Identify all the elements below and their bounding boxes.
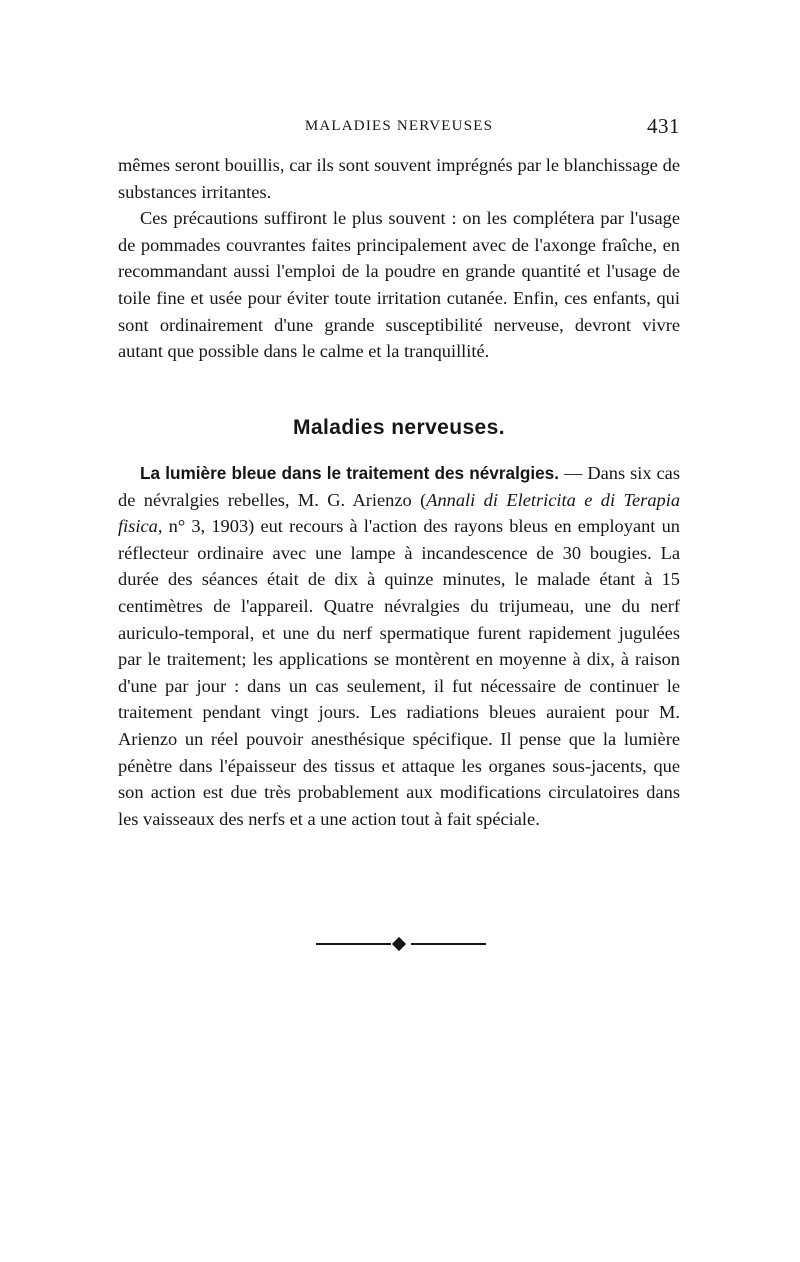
continuation-text [118, 152, 680, 365]
running-title: MALADIES NERVEUSES [304, 118, 494, 134]
section-heading: Maladies nerveuses. [293, 416, 505, 439]
article-text-body: n° 3, 1903) eut recours à l'action des rayons bleus en employant un réflecteur ordinaire avec une lampe à incandescence de 30 bougies. La durée des séances était de dix à quinze minutes, le malade étant à 15 centimètres de l'appareil. Quatre névralgies du trijumeau, une du nerf auriculo-temporal, et une du nerf spermatique furent rapidement jugulées par le traitement; les applications se montèrent en moyenne à dix, à raison d'une par jour : dans un cas seulement, il fut nécessaire de continuer le traitement pendant vingt jours. Les radiations bleues auraient pour M. Arienzo un réel pouvoir anesthésique spécifique. Il pense que la lumière pénètre dans l'épaisseur des tissus et attaque les organes sous-jacents, que son action est due très probablement aux modifications circulatoires dans les vaisseaux des nerfs et a une action tout à fait spéciale. [118, 516, 680, 829]
paragraph-precautions: Ces précautions suffiront le plus souvent : on les complétera par l'usage de pommades couvrantes faites principalement avec de l'axonge fraîche, en recommandant aussi l'emploi de la poudre en grande quantité et l'usage de toile fine et usée pour éviter toute irritation cutanée. Enfin, ces enfants, qui sont ordinairement d'une grande susceptibilité nerveuse, devront vivre autant que possible dans le calme et la tranquillité. [118, 208, 680, 362]
ornament-rule-left [316, 943, 391, 945]
article-block [118, 460, 680, 832]
article-paragraph [118, 460, 680, 832]
ornament-rule-right [411, 943, 486, 945]
paragraph-continued: mêmes seront bouillis, car ils sont souvent imprégnés par le blanchissage de substances irritantes. [118, 155, 680, 202]
diamond-rule-ornament-icon [316, 938, 486, 950]
article-title: La lumière bleue dans le traitement des névralgies. [140, 463, 560, 483]
page-number: 431 [647, 114, 680, 138]
article-text-intro: — Dans six cas de névralgies rebelles, M. G. Arienzo ( [118, 463, 680, 510]
journal-citation: Annali di Eletricita e di Terapia fisica, [118, 489, 681, 537]
running-header [118, 114, 680, 144]
ornament-diamond-icon [392, 937, 406, 951]
